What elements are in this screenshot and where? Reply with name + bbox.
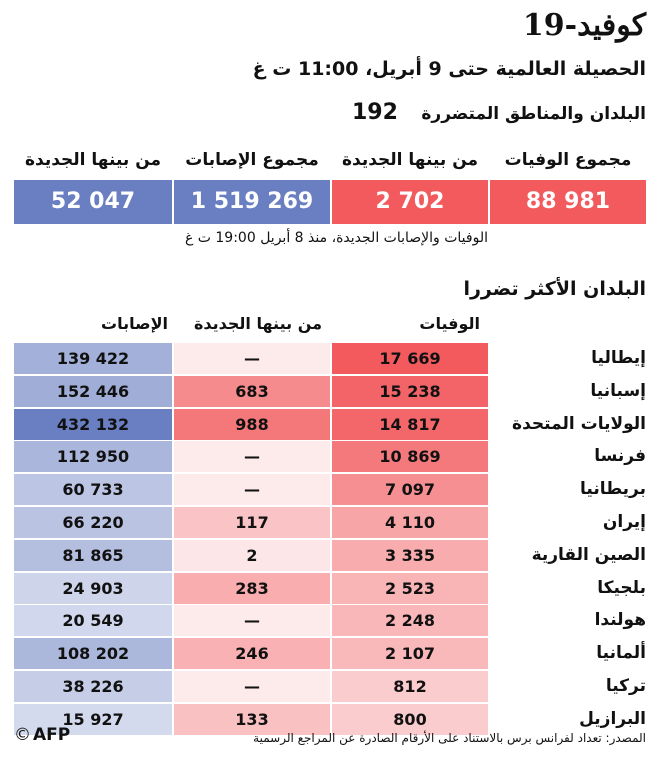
cases-cell: 20 549	[14, 605, 172, 636]
new-cases-cell: —	[174, 441, 330, 472]
new-cases-cell: —	[174, 671, 330, 702]
cases-cell: 60 733	[14, 474, 172, 505]
total-new-deaths-box: 2 702	[332, 180, 488, 224]
cases-cell: 38 226	[14, 671, 172, 702]
afp-logo	[14, 725, 70, 745]
total-deaths-box: 88 981	[490, 180, 646, 224]
country-label: ألمانيا	[596, 643, 646, 664]
countries-label: البلدان والمناطق المتضررة	[421, 104, 646, 124]
country-label: إيران	[602, 512, 646, 532]
countries-value: 192	[352, 100, 398, 125]
country-label: البرازيل	[579, 708, 646, 729]
cases-cell: 112 950	[14, 441, 172, 472]
deaths-cell: 17 669	[332, 343, 488, 374]
deaths-cell: 7 097	[332, 474, 488, 505]
chart-title: كوفيد-19	[522, 8, 646, 43]
cases-cell: 108 202	[14, 638, 172, 669]
deaths-cell: 3 335	[332, 540, 488, 571]
source-note: المصدر: تعداد لفرانس برس بالاستناد على الأرقام الصادرة عن المراجع الرسمية	[253, 731, 646, 745]
deaths-cell: 14 817	[332, 409, 488, 440]
total-new-cases-header: من بينها الجديدة	[24, 150, 162, 170]
new-cases-cell: 246	[174, 638, 330, 669]
deaths-cell: 2 248	[332, 605, 488, 636]
deaths-cell: 2 107	[332, 638, 488, 669]
country-label: الولايات المتحدة	[512, 413, 646, 434]
deaths-cell: 15 238	[332, 376, 488, 407]
country-label: فرنسا	[594, 446, 646, 467]
total-cases-box: 1 519 269	[174, 180, 330, 224]
cases-cell: 81 865	[14, 540, 172, 571]
country-label: إسبانيا	[590, 380, 646, 401]
cases-cell: 432 132	[14, 409, 172, 440]
total-deaths-header: مجموع الوفيات	[504, 150, 632, 170]
new-cases-cell: —	[174, 474, 330, 505]
deaths-cell: 10 869	[332, 441, 488, 472]
new-cases-cell: —	[174, 605, 330, 636]
deaths-cell: 2 523	[332, 573, 488, 604]
new-cases-cell: 988	[174, 409, 330, 440]
deaths-cell: 4 110	[332, 507, 488, 538]
cases-cell: 139 422	[14, 343, 172, 374]
new-cases-cell: 2	[174, 540, 330, 571]
country-label: هولندا	[594, 610, 646, 631]
cases-cell: 15 927	[14, 704, 172, 735]
new-cases-cell: 117	[174, 507, 330, 538]
new-cases-cell: 683	[174, 376, 330, 407]
country-label: الصين القارية	[531, 544, 646, 565]
country-label: بلجيكا	[597, 577, 646, 598]
column-header-cases: الإصابات	[101, 314, 168, 333]
new-cases-cell: 283	[174, 573, 330, 604]
total-new-cases-box: 52 047	[14, 180, 172, 224]
new-cases-cell: 133	[174, 704, 330, 735]
column-header-deaths: الوفيات	[419, 314, 480, 333]
total-new-deaths-header: من بينها الجديدة	[341, 150, 479, 170]
country-label: تركيا	[605, 676, 646, 696]
chart-subtitle: الحصيلة العالمية حتى 9 أبريل، 11:00 ت غ	[252, 58, 646, 80]
new-cases-cell: —	[174, 343, 330, 374]
section-title: البلدان الأكثر تضررا	[463, 278, 646, 300]
total-cases-header: مجموع الإصابات	[185, 150, 319, 170]
cases-cell: 152 446	[14, 376, 172, 407]
cases-cell: 66 220	[14, 507, 172, 538]
new-figures-note: الوفيات والإصابات الجديدة، منذ 8 أبريل 19:00 ت غ	[184, 230, 488, 246]
cases-cell: 24 903	[14, 573, 172, 604]
column-header-new-cases: من بينها الجديدة	[193, 314, 322, 333]
copyright-symbol: ©	[14, 725, 31, 745]
country-label: إيطاليا	[591, 348, 646, 368]
deaths-cell: 800	[332, 704, 488, 735]
country-label: بريطانيا	[580, 479, 646, 500]
afp-logo-text: AFP	[33, 725, 71, 745]
deaths-cell: 812	[332, 671, 488, 702]
